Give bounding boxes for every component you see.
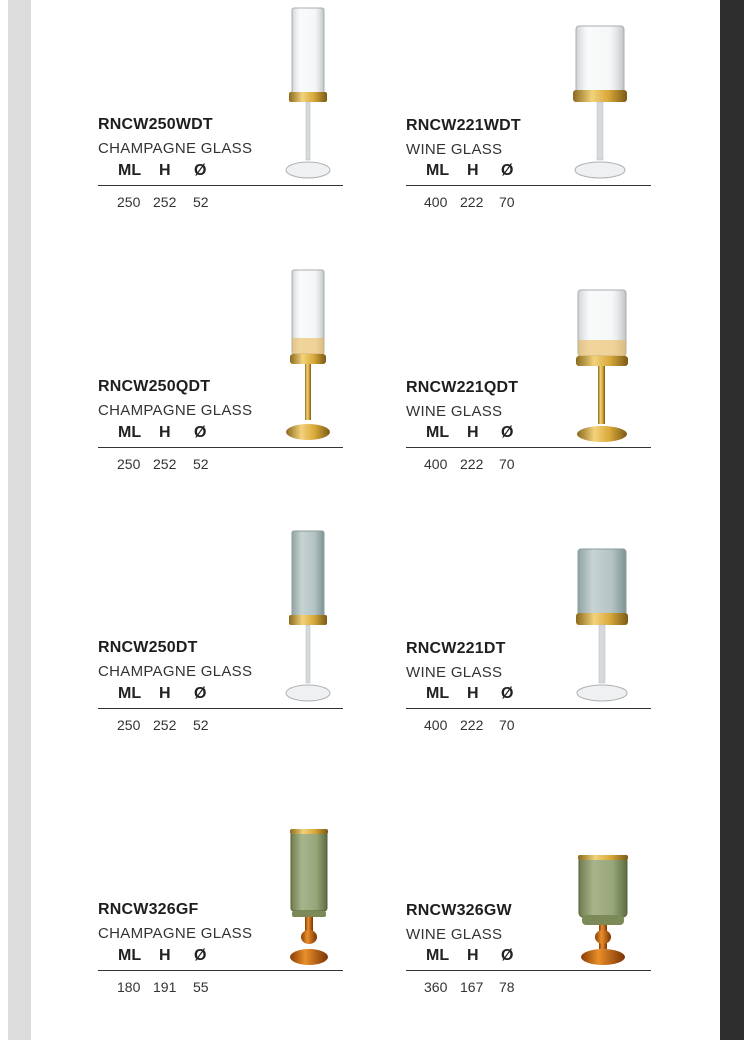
product-type: CHAMPAGNE GLASS xyxy=(98,402,253,419)
product-card xyxy=(406,523,706,763)
value-diameter: 70 xyxy=(499,717,515,733)
right-margin-bar xyxy=(720,0,744,1040)
product-card xyxy=(98,523,398,763)
wine-glass-clear-gold-band xyxy=(570,24,630,182)
header-height: H xyxy=(467,947,479,964)
product-code: RNCW221WDT xyxy=(406,117,521,134)
value-volume: 400 xyxy=(424,456,448,472)
value-diameter: 55 xyxy=(193,979,209,995)
product-type: WINE GLASS xyxy=(406,926,503,943)
product-type: CHAMPAGNE GLASS xyxy=(98,140,253,157)
spec-values xyxy=(98,717,238,735)
header-height: H xyxy=(159,685,171,702)
champagne-glass-teal-gold-band xyxy=(282,529,334,705)
value-height: 222 xyxy=(460,456,484,472)
divider-rule xyxy=(406,708,651,709)
divider-rule xyxy=(98,970,343,971)
header-volume: ML xyxy=(118,162,142,179)
value-diameter: 52 xyxy=(193,456,209,472)
value-volume: 250 xyxy=(117,717,141,733)
header-volume: ML xyxy=(118,947,142,964)
header-volume: ML xyxy=(118,424,142,441)
value-diameter: 78 xyxy=(499,979,515,995)
divider-rule xyxy=(406,185,651,186)
product-code: RNCW221QDT xyxy=(406,379,519,396)
spec-values xyxy=(98,456,238,474)
value-volume: 250 xyxy=(117,456,141,472)
product-card xyxy=(406,0,706,240)
spec-headers xyxy=(406,685,526,705)
spec-headers xyxy=(98,947,218,967)
header-height: H xyxy=(159,947,171,964)
spec-values xyxy=(98,979,238,997)
value-height: 222 xyxy=(460,194,484,210)
product-card xyxy=(98,0,398,240)
wine-glass-teal-gold-band xyxy=(572,547,632,705)
product-card xyxy=(406,262,706,502)
right-edge xyxy=(744,0,752,1040)
header-height: H xyxy=(159,162,171,179)
value-diameter: 70 xyxy=(499,456,515,472)
value-height: 191 xyxy=(153,979,177,995)
champagne-glass-olive-amber-stem xyxy=(284,827,334,969)
champagne-glass-clear-gold-band xyxy=(282,6,334,182)
header-diameter: Ø xyxy=(501,947,514,964)
product-code: RNCW250WDT xyxy=(98,116,213,133)
divider-rule xyxy=(98,185,343,186)
product-type: CHAMPAGNE GLASS xyxy=(98,663,253,680)
product-code: RNCW221DT xyxy=(406,640,506,657)
header-volume: ML xyxy=(426,162,450,179)
value-diameter: 52 xyxy=(193,194,209,210)
header-height: H xyxy=(467,424,479,441)
product-type: CHAMPAGNE GLASS xyxy=(98,925,253,942)
header-diameter: Ø xyxy=(501,162,514,179)
divider-rule xyxy=(98,447,343,448)
value-volume: 180 xyxy=(117,979,141,995)
value-height: 167 xyxy=(460,979,484,995)
header-diameter: Ø xyxy=(194,162,207,179)
divider-rule xyxy=(98,708,343,709)
value-volume: 400 xyxy=(424,194,448,210)
spec-headers xyxy=(406,162,526,182)
header-height: H xyxy=(467,685,479,702)
product-type: WINE GLASS xyxy=(406,664,503,681)
header-volume: ML xyxy=(426,424,450,441)
spec-values xyxy=(406,456,546,474)
header-diameter: Ø xyxy=(194,947,207,964)
value-diameter: 52 xyxy=(193,717,209,733)
spec-headers xyxy=(98,162,218,182)
header-height: H xyxy=(467,162,479,179)
champagne-glass-gold-stem xyxy=(282,268,334,444)
header-volume: ML xyxy=(426,685,450,702)
value-volume: 360 xyxy=(424,979,448,995)
spec-values xyxy=(406,979,546,997)
product-card xyxy=(98,785,398,1025)
header-diameter: Ø xyxy=(501,424,514,441)
value-volume: 250 xyxy=(117,194,141,210)
header-diameter: Ø xyxy=(194,424,207,441)
header-diameter: Ø xyxy=(194,685,207,702)
value-height: 252 xyxy=(153,194,177,210)
product-code: RNCW250QDT xyxy=(98,378,211,395)
wine-glass-olive-amber-stem xyxy=(574,851,632,969)
wine-glass-gold-stem xyxy=(572,288,632,446)
value-height: 252 xyxy=(153,456,177,472)
value-volume: 400 xyxy=(424,717,448,733)
spec-headers xyxy=(406,424,526,444)
divider-rule xyxy=(406,447,651,448)
product-code: RNCW326GF xyxy=(98,901,199,918)
spec-values xyxy=(406,717,546,735)
product-code: RNCW326GW xyxy=(406,902,512,919)
spec-headers xyxy=(98,424,218,444)
product-type: WINE GLASS xyxy=(406,403,503,420)
product-type: WINE GLASS xyxy=(406,141,503,158)
spec-headers xyxy=(406,947,526,967)
left-margin-bar xyxy=(8,0,31,1040)
spec-headers xyxy=(98,685,218,705)
divider-rule xyxy=(406,970,651,971)
header-diameter: Ø xyxy=(501,685,514,702)
spec-values xyxy=(406,194,546,212)
product-card xyxy=(406,785,706,1025)
value-height: 222 xyxy=(460,717,484,733)
header-height: H xyxy=(159,424,171,441)
header-volume: ML xyxy=(426,947,450,964)
value-height: 252 xyxy=(153,717,177,733)
product-code: RNCW250DT xyxy=(98,639,198,656)
spec-values xyxy=(98,194,238,212)
header-volume: ML xyxy=(118,685,142,702)
value-diameter: 70 xyxy=(499,194,515,210)
product-card xyxy=(98,262,398,502)
